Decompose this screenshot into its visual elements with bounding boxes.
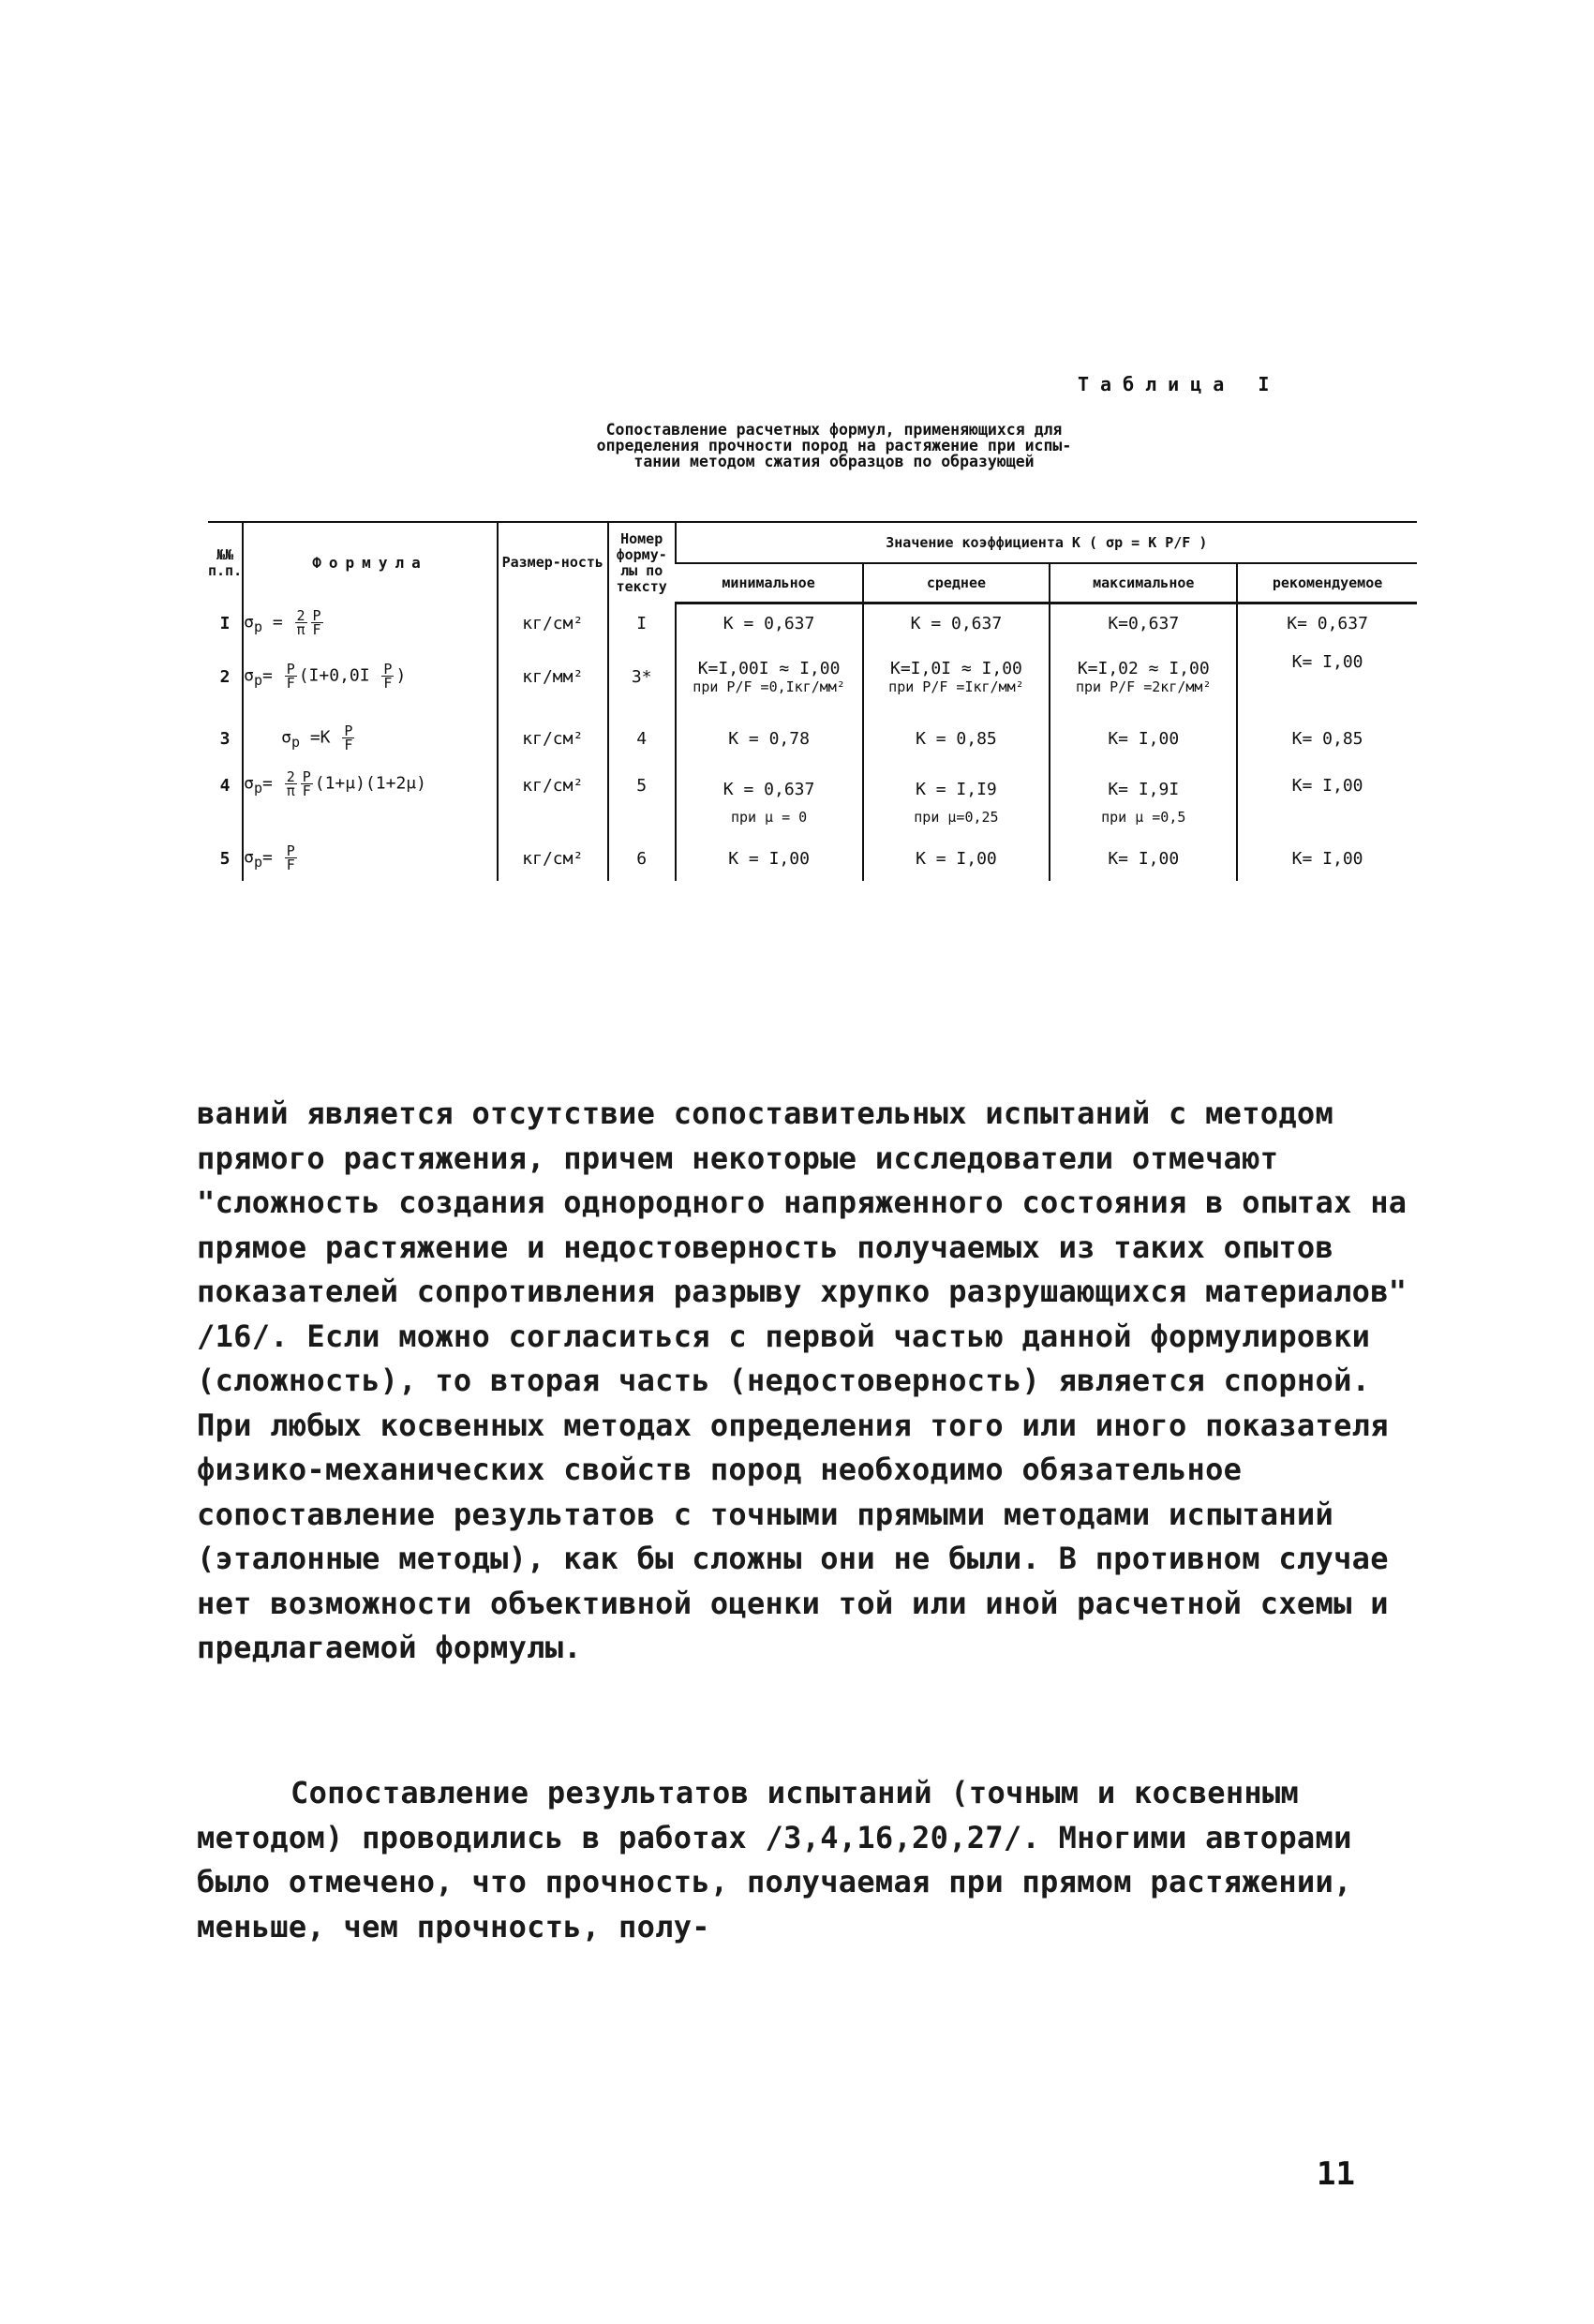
value-note: при μ = 0 xyxy=(730,809,808,826)
page-number: 11 xyxy=(1317,2155,1355,2193)
row-number: 2 xyxy=(219,666,231,687)
table-row xyxy=(208,710,1417,768)
dimension-cell: кг/см² xyxy=(498,838,608,881)
table-row xyxy=(208,645,1417,710)
avg-value: К = 0,85 xyxy=(863,710,1050,768)
formula-number-cell: 4 xyxy=(608,710,676,768)
value-text: К=I,0I ≈ I,00 xyxy=(889,659,1022,678)
header-avg: среднее xyxy=(863,563,1050,603)
table-row xyxy=(208,768,1417,838)
min-value xyxy=(676,645,863,710)
avg-value: К = 0,637 xyxy=(863,603,1050,645)
dimension-cell: кг/см² xyxy=(498,710,608,768)
caption-line: Сопоставление расчетных формул, применяющихся для xyxy=(605,421,1063,439)
max-value: К=0,637 xyxy=(1050,603,1237,645)
rec-value: К= I,00 xyxy=(1237,768,1417,838)
formula-cell: $\sigma_р =К$ $\frac{P}{F}$ xyxy=(243,710,498,768)
header-max: максимальное xyxy=(1050,563,1237,603)
min-value xyxy=(676,768,863,838)
header-rec: рекомендуемое xyxy=(1237,563,1417,603)
value-note: при μ =0,5 xyxy=(1101,809,1186,826)
header-dimension: Размер-ность xyxy=(498,522,608,603)
avg-value xyxy=(863,645,1050,710)
min-value: К = 0,637 xyxy=(676,603,863,645)
avg-value: К = I,00 xyxy=(863,838,1050,881)
header-num: №№ п.п. xyxy=(208,522,243,603)
formula-number-cell: 5 xyxy=(608,768,676,838)
dimension-cell: кг/см² xyxy=(498,768,608,838)
rec-value: К= I,00 xyxy=(1237,645,1417,710)
rec-value: К= 0,637 xyxy=(1237,603,1417,645)
table-label: Таблица I xyxy=(1078,373,1281,395)
value-note: при P/F =2кг/мм² xyxy=(1076,678,1212,695)
table-caption xyxy=(539,422,1129,469)
header-min: минимальное xyxy=(676,563,863,603)
caption-line: тании методом сжатия образцов по образующей xyxy=(633,453,1035,470)
formula-number-cell: 6 xyxy=(608,838,676,881)
value-text: К=I,00I ≈ I,00 xyxy=(697,659,841,678)
rec-value: К= I,00 xyxy=(1237,838,1417,881)
caption-line: определения прочности пород на растяжение при испы- xyxy=(596,437,1072,454)
body-paragraph: ваний является отсутствие сопоставительных испытаний с методом прямого растяжения, причем некоторые исследователи отмечают "сложность создания однородного напряженного состояния в опытах на прямое растяжение и недостоверность получаемых из таких опытов показателей сопротивления разрыву хрупко разрушающихся материалов" /16/. Если можно согласиться с первой частью данной формулировки (сложность), то вторая часть (недостоверность) является спорной. При любых косвенных методах определения того или иного показателя физико-механических свойств пород необходимо обязательное сопоставление результатов с точными прямыми методами испытаний (эталонные методы), как бы сложны они не были. В противном случае нет возможности объективной оценки той или иной расчетной схемы и предлагаемой формулы. xyxy=(197,1095,1408,1665)
row-number: 3 xyxy=(219,728,231,749)
dimension-cell: кг/см² xyxy=(498,603,608,645)
max-value xyxy=(1050,645,1237,710)
body-paragraph: Сопоставление результатов испытаний (точным и косвенным методом) проводились в работах /3,4,16,20,27/. Многими авторами было отмечено, что прочность, получаемая при прямом растяжении, меньше, чем прочность, полу- xyxy=(197,1775,1352,1944)
formula-cell: $\sigma_р=$ $\frac{P}{F}$ xyxy=(243,838,498,881)
max-value: К= I,00 xyxy=(1050,710,1237,768)
header-coefficient: Значение коэффициента К ( σр = К P/F ) xyxy=(676,522,1417,563)
value-note: при P/F =0,Iкг/мм² xyxy=(693,678,845,695)
value-text: К=I,02 ≈ I,00 xyxy=(1077,659,1210,678)
formula-comparison-table xyxy=(208,521,1417,881)
row-number: 4 xyxy=(219,775,231,796)
max-value: К= I,00 xyxy=(1050,838,1237,881)
formula-cell: $\sigma_р$ = $\frac{2}{\pi}$ $\frac{P}{F}$ xyxy=(243,603,498,645)
value-note: при P/F =Iкг/мм² xyxy=(888,678,1024,695)
formula-number-cell: I xyxy=(608,603,676,645)
dimension-cell: кг/мм² xyxy=(498,645,608,710)
formula-cell: $\sigma_р=$ $\frac{P}{F}$ (I+0,0I $\frac{P}{F}$ ) xyxy=(243,645,498,710)
formula-cell: $\sigma_р=$ $\frac{2}{\pi}$ $\frac{P}{F}$ (1+μ)(1+2μ) xyxy=(243,768,498,838)
row-number: 5 xyxy=(219,848,231,869)
min-value: К = 0,78 xyxy=(676,710,863,768)
table-row xyxy=(208,603,1417,645)
header-formula: Формула xyxy=(243,522,498,603)
table-row xyxy=(208,838,1417,881)
rec-value: К= 0,85 xyxy=(1237,710,1417,768)
value-note: при μ=0,25 xyxy=(914,809,999,826)
min-value: К = I,00 xyxy=(676,838,863,881)
value-text: К = 0,637 xyxy=(723,780,815,799)
avg-value xyxy=(863,768,1050,838)
value-text: К= I,9I xyxy=(1108,780,1180,799)
max-value xyxy=(1050,768,1237,838)
formula-number-cell: 3* xyxy=(608,645,676,710)
value-text: К = I,I9 xyxy=(916,780,997,799)
row-number: I xyxy=(219,613,231,633)
header-formula-number: Номер форму-лы по тексту xyxy=(608,522,676,603)
